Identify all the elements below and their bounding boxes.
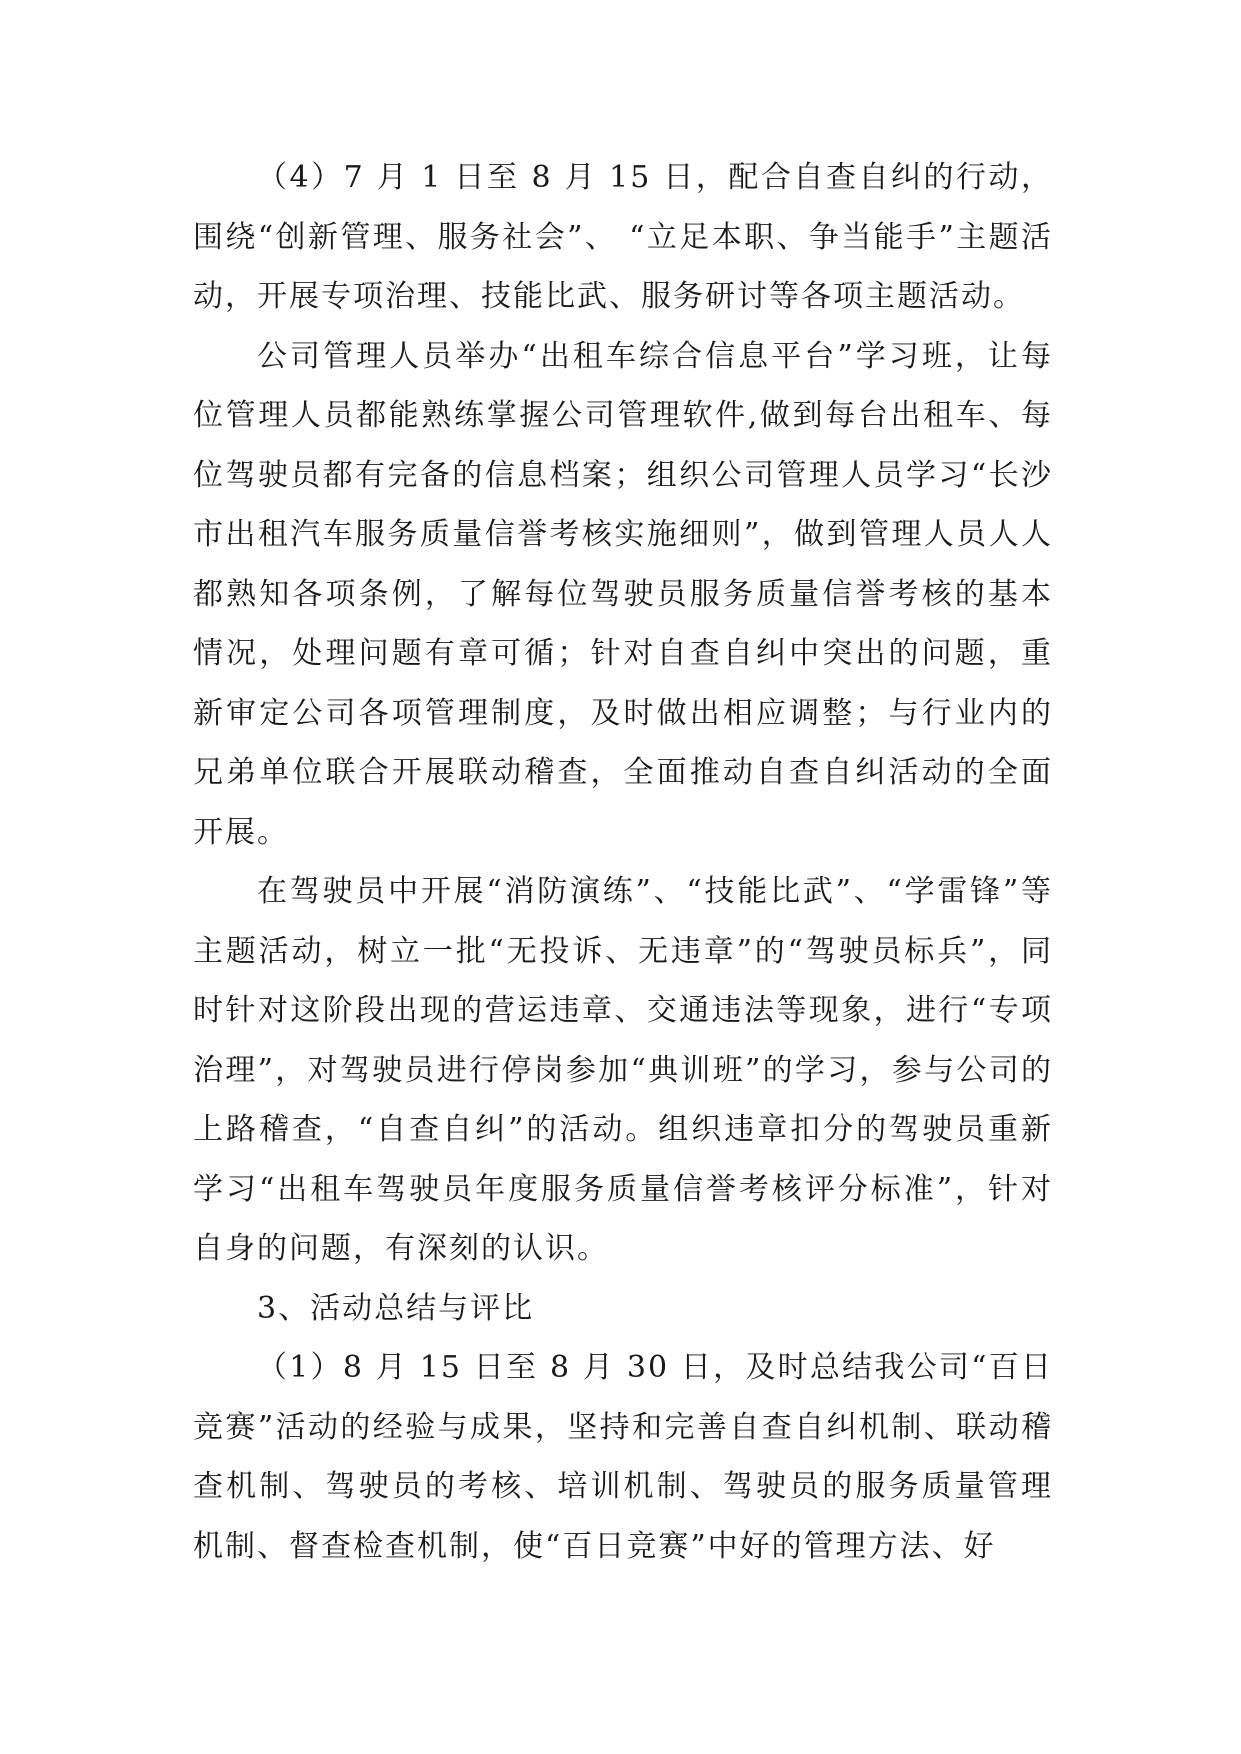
document-body — [193, 148, 1053, 1576]
paragraph-driver-activities: 在驾驶员中开展“消防演练”、“技能比武”、“学雷锋”等主题活动，树立一批“无投诉、无违章”的“驾驶员标兵”，同时针对这阶段出现的营运违章、交通违法等现象，进行“专项治理”，对驾驶员进行停岗参加“典训班”的学习，参与公司的上路稽查，“自查自纠”的活动。组织违章扣分的驾驶员重新学习“出租车驾驶员年度服务质量信誉考核评分标准”，针对自身的问题，有深刻的认识。 — [193, 874, 1053, 1266]
paragraph-activity-4: （4）7 月 1 日至 8 月 15 日，配合自查自纠的行动，围绕“创新管理、服务社会”、 “立足本职、争当能手”主题活动，开展专项治理、技能比武、服务研讨等各项主题活动。 — [193, 160, 1053, 314]
paragraph-management-training: 公司管理人员举办“出租车综合信息平台”学习班，让每位管理人员都能熟练掌握公司管理软件,做到每台出租车、每位驾驶员都有完备的信息档案；组织公司管理人员学习“长沙市出租汽车服务质量信誉考核实施细则”，做到管理人员人人都熟知各项条例，了解每位驾驶员服务质量信誉考核的基本情况，处理问题有章可循；针对自查自纠中突出的问题，重新审定公司各项管理制度，及时做出相应调整；与行业内的兄弟单位联合开展联动稽查，全面推动自查自纠活动的全面开展。 — [193, 338, 1053, 850]
paragraph-summary-1: （1）8 月 15 日至 8 月 30 日，及时总结我公司“百日竞赛”活动的经验与成果，坚持和完善自查自纠机制、联动稽查机制、驾驶员的考核、培训机制、驾驶员的服务质量管理机制、督查检查机制，使“百日竞赛”中好的管理方法、好 — [193, 1350, 1053, 1564]
section-heading-summary: 3、活动总结与评比 — [257, 1290, 535, 1326]
